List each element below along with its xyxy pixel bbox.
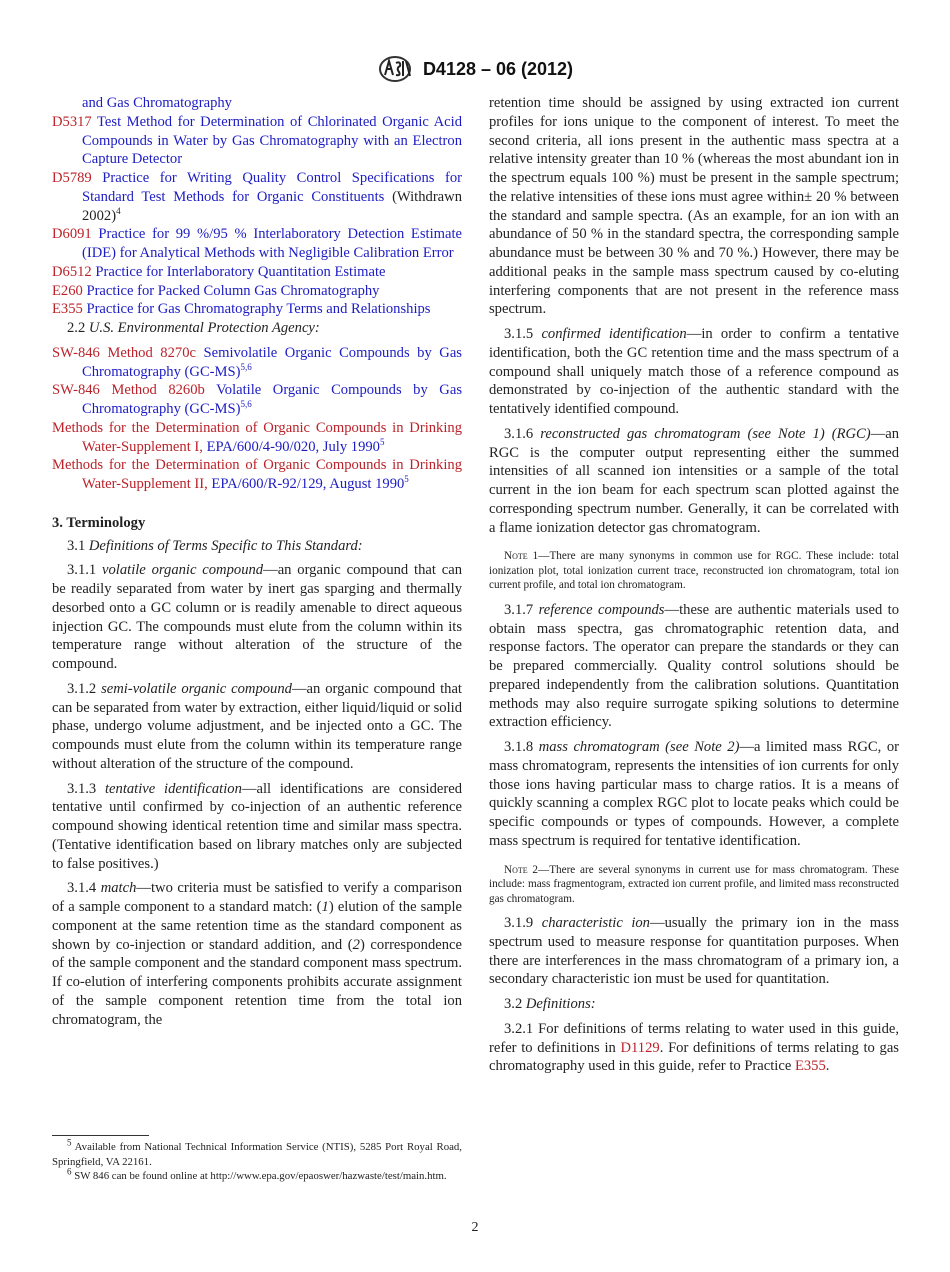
reference-entry bbox=[52, 456, 462, 494]
text: 3.1.1 bbox=[67, 562, 103, 579]
reference-link[interactable]: Test Method for Determination of Chlorinated Organic Acid Compounds in Water by Gas Chromatography with an Electron Capture Detector bbox=[82, 113, 462, 168]
text: —a limited mass RGC, or mass chromatogram, represents the intensities of ion currents for only those ions having particular mass to charge ratios. It is a means of quickly scanning a complex RGC plot to locate peaks which could be specific compounds or types of compounds. However, a complete mass spectrum is required for tentative identification. bbox=[489, 739, 899, 849]
reference-link[interactable]: E355 bbox=[794, 1058, 826, 1075]
text: (Withdrawn 2002) bbox=[82, 188, 462, 224]
text: 3.1.3 bbox=[67, 780, 105, 797]
footnote-text: Available from National Technical Information Service (NTIS), 5285 Port Royal Road, Springfield, VA 22161. bbox=[52, 1141, 462, 1168]
text: 3.1.2 bbox=[67, 680, 102, 697]
paragraph bbox=[52, 561, 462, 674]
term-text: tentative identification bbox=[105, 780, 242, 797]
text: —an organic compound that can be readily separated from water by inert gas sparging and thermally desorbed onto a GC column or is readily amenable to direct aqueous injection GC. The compounds must elute from the column within its temperature range without alteration of the structure of the compound. bbox=[52, 562, 462, 672]
reference-link[interactable]: E355 bbox=[52, 301, 83, 318]
astm-logo-icon bbox=[377, 55, 413, 83]
text: retention time should be assigned by using extracted ion current profiles for ions unique to the component of interest. To meet the second criteria, all ions present in the authentic mass spectra at a relative intensity greater than 10 % (whereas the most abundant ion in the spectrum equals 100 %) must be present in the sample spectrum; the relative intensities of these ions must agree within± 20 % between the standard and sample spectra. (As an example, for an ion with an abundance of 50 % in the standard spectra, the corresponding sample abundance must be between 30 % and 70 %.) However, there may be additional peaks in the sample mass spectrum caused by co-eluting interfering components that are not present in the reference mass spectrum. bbox=[489, 95, 899, 318]
text: 3.1.4 bbox=[67, 880, 101, 897]
paragraph bbox=[489, 94, 899, 319]
paragraph bbox=[52, 879, 462, 1029]
superscript: 5,6 bbox=[240, 361, 252, 372]
paragraph bbox=[52, 94, 462, 113]
term-text: U.S. Environmental Protection Agency: bbox=[88, 320, 320, 336]
right-column bbox=[489, 94, 899, 1082]
term-text: characteristic ion bbox=[541, 915, 650, 931]
text: —usually the primary ion in the mass spectrum used to measure response for quantitation purposes. When there are interferences in the mass chromatogram of a primary ion, a secondary characteristic ion must be used for quantitation. bbox=[489, 915, 899, 988]
reference-link[interactable]: D1129 bbox=[620, 1039, 660, 1056]
text: —There are many synonyms in common use for RGC. These include: total ionization plot, total ionization current trace, reconstructed ion chromatogram, total ion current profile, and total ion chromatogram. bbox=[489, 550, 899, 592]
paragraph bbox=[489, 325, 899, 419]
document-id: D4128 – 06 (2012) bbox=[422, 58, 574, 79]
text: —an organic compound that can be separated from water by extraction, either liquid/liquid or solid phase, undergo volume adjustment, and be injected onto a GC. The compounds must elute from the column within its temperature range without alteration of the structure of the compound. bbox=[52, 680, 462, 772]
reference-link[interactable]: D5317 bbox=[52, 113, 92, 130]
term-text: mass chromatogram (see Note 2) bbox=[538, 739, 740, 755]
reference-link[interactable]: D6091 bbox=[52, 226, 92, 243]
footnote-number: 6 bbox=[67, 1166, 72, 1177]
footnote bbox=[52, 1166, 462, 1184]
footnotes bbox=[52, 1137, 462, 1184]
term-text: confirmed identification bbox=[541, 326, 687, 342]
text: . bbox=[825, 1058, 830, 1075]
paragraph bbox=[52, 780, 462, 874]
note bbox=[489, 549, 899, 593]
paragraph bbox=[52, 319, 462, 338]
reference-link[interactable]: Practice for Interlaboratory Quantitation Estimate bbox=[91, 263, 386, 280]
text: —in order to confirm a tentative identification, both the GC retention time and the mass spectrum of a compound shall uniquely match those of a reference compound as demonstrated by co-injection of the authentic standard with the tentatively identified compound. bbox=[489, 326, 900, 417]
reference-link[interactable]: E260 bbox=[52, 282, 83, 299]
text: 3. Terminology bbox=[52, 514, 146, 531]
reference-link[interactable]: Methods for the Determination of Organic Compounds in Drinking Water-Supplement I, bbox=[52, 419, 462, 455]
term-text: volatile organic compound bbox=[102, 562, 264, 579]
reference-entry bbox=[52, 344, 462, 382]
footnote-number: 5 bbox=[67, 1137, 72, 1148]
paragraph bbox=[489, 425, 899, 538]
reference-link[interactable]: Practice for Writing Quality Control Specifications for Standard Test Methods for Organic Constituents bbox=[82, 170, 462, 205]
reference-link[interactable]: D5789 bbox=[52, 170, 92, 186]
reference-link[interactable]: EPA/600/4-90/020, July 1990 bbox=[202, 438, 380, 455]
text: —two criteria must be satisfied to verify a comparison of a sample component to a standard match: ( bbox=[52, 880, 462, 915]
text: 3.1.7 bbox=[504, 601, 539, 618]
superscript: 5 bbox=[379, 436, 385, 447]
text: 2.2 bbox=[67, 320, 89, 336]
term-text: reference compounds bbox=[538, 601, 665, 618]
reference-entry bbox=[52, 113, 462, 169]
superscript: 5 bbox=[404, 474, 409, 485]
text: —all identifications are considered tentative until confirmed by co-injection of an authentic reference compound showing identical retention time and similar mass spectra. (Tentative identification based on library matches only are subjected to false positives.) bbox=[52, 780, 462, 872]
term-text: Definitions: bbox=[525, 996, 596, 1012]
reference-entry bbox=[52, 282, 462, 301]
term-text: 1 bbox=[321, 899, 329, 915]
text: 3.2.1 For definitions of terms relating to water used in this guide, refer to definitions in bbox=[489, 1020, 899, 1056]
reference-link[interactable]: D6512 bbox=[52, 263, 92, 280]
text: 3.1.8 bbox=[504, 739, 539, 755]
term-text: match bbox=[100, 880, 137, 897]
reference-entry bbox=[52, 419, 462, 457]
reference-entry bbox=[52, 300, 462, 319]
page-number: 2 bbox=[471, 1220, 479, 1235]
footnote bbox=[52, 1137, 462, 1169]
reference-link[interactable]: Semivolatile Organic Compounds by Gas Chromatography (GC-MS) bbox=[82, 344, 462, 380]
note bbox=[489, 863, 899, 907]
paragraph bbox=[489, 601, 899, 732]
paragraph bbox=[52, 537, 462, 556]
reference-link[interactable]: SW-846 Method 8260b bbox=[52, 382, 205, 399]
paragraph bbox=[489, 1020, 899, 1076]
superscript: 4 bbox=[116, 205, 121, 216]
paragraph bbox=[489, 995, 899, 1014]
text: 3.1.6 bbox=[504, 425, 541, 442]
reference-link[interactable]: EPA/600/R-92/129, August 1990 bbox=[207, 476, 405, 492]
paragraph bbox=[489, 914, 899, 989]
text: —these are authentic materials used to obtain mass spectra, gas chromatographic retention data, and response factors. The operator can prepare the standards or they can be prepared commercially. Quality control solutions should be prepared independently from the calibration solutions. Quantitation methods may also require surrogate spiking solutions to determine extraction efficiency. bbox=[489, 601, 899, 731]
text: 3.1.5 bbox=[504, 326, 542, 342]
term-text: Definitions of Terms Specific to This Standard: bbox=[88, 537, 363, 554]
text: . For definitions of terms relating to gas chromatography used in this guide, refer to Practice bbox=[489, 1039, 899, 1075]
text: 3.1.9 bbox=[504, 915, 542, 931]
text: ) elution of the sample component at the same retention time as the standard component as shown by co-injection or standard addition, and ( bbox=[52, 899, 462, 953]
left-column bbox=[52, 94, 462, 1035]
text: ) correspondence of the sample component and the standard component mass spectrum. If co-elution of interfering components prohibits accurate assignment of the sample component retention time from the total ion chromatogram, the bbox=[52, 936, 463, 1028]
reference-link[interactable]: and Gas Chromatography bbox=[82, 95, 232, 111]
term-text: 2 bbox=[352, 936, 360, 953]
footnote-divider bbox=[52, 1135, 149, 1136]
term-text: reconstructed gas chromatogram (see Note 1) (RGC) bbox=[540, 425, 871, 442]
reference-entry bbox=[52, 225, 462, 263]
text: 3.1 bbox=[67, 537, 89, 554]
superscript: 5,6 bbox=[240, 399, 252, 410]
note-label: Note 1 bbox=[504, 550, 539, 563]
reference-link[interactable]: Practice for Packed Column Gas Chromatography bbox=[82, 282, 380, 299]
reference-entry bbox=[52, 169, 462, 225]
paragraph bbox=[489, 738, 899, 851]
reference-link[interactable]: SW-846 Method 8270c bbox=[52, 344, 196, 361]
reference-link[interactable]: Practice for Gas Chromatography Terms and Relationships bbox=[82, 301, 431, 318]
term-text: semi-volatile organic compound bbox=[101, 680, 292, 697]
reference-entry bbox=[52, 263, 462, 282]
page-header bbox=[0, 55, 950, 83]
text: 3.2 bbox=[504, 996, 526, 1012]
reference-link[interactable]: Practice for 99 %/95 % Interlaboratory Detection Estimate (IDE) for Analytical Methods with Negligible Calibration Error bbox=[82, 226, 462, 261]
note-label: Note 2 bbox=[504, 863, 538, 876]
section-heading bbox=[52, 514, 462, 533]
text: —There are several synonyms in current use for mass chromatogram. These include: mass fragmentogram, extracted ion current profile, and limited mass reconstructed gas chromatogram. bbox=[489, 863, 899, 905]
reference-link[interactable]: Methods for the Determination of Organic Compounds in Drinking Water-Supplement II, bbox=[52, 457, 462, 492]
paragraph bbox=[52, 680, 462, 774]
reference-entry bbox=[52, 381, 462, 419]
reference-link[interactable]: Volatile Organic Compounds by Gas Chromatography (GC-MS) bbox=[82, 382, 463, 417]
text: —an RGC is the computer output representing either the summed intensities of all scanned ion intensities or a sample of the total current in the ion beam for each spectrum scan plotted against the corresponding spectrum number. Generally, it can be correlated with a flame ionization detector gas chromatogram. bbox=[489, 425, 899, 536]
footnote-text: SW 846 can be found online at http://www.epa.gov/epaoswer/hazwaste/test/main.htm. bbox=[71, 1170, 447, 1182]
